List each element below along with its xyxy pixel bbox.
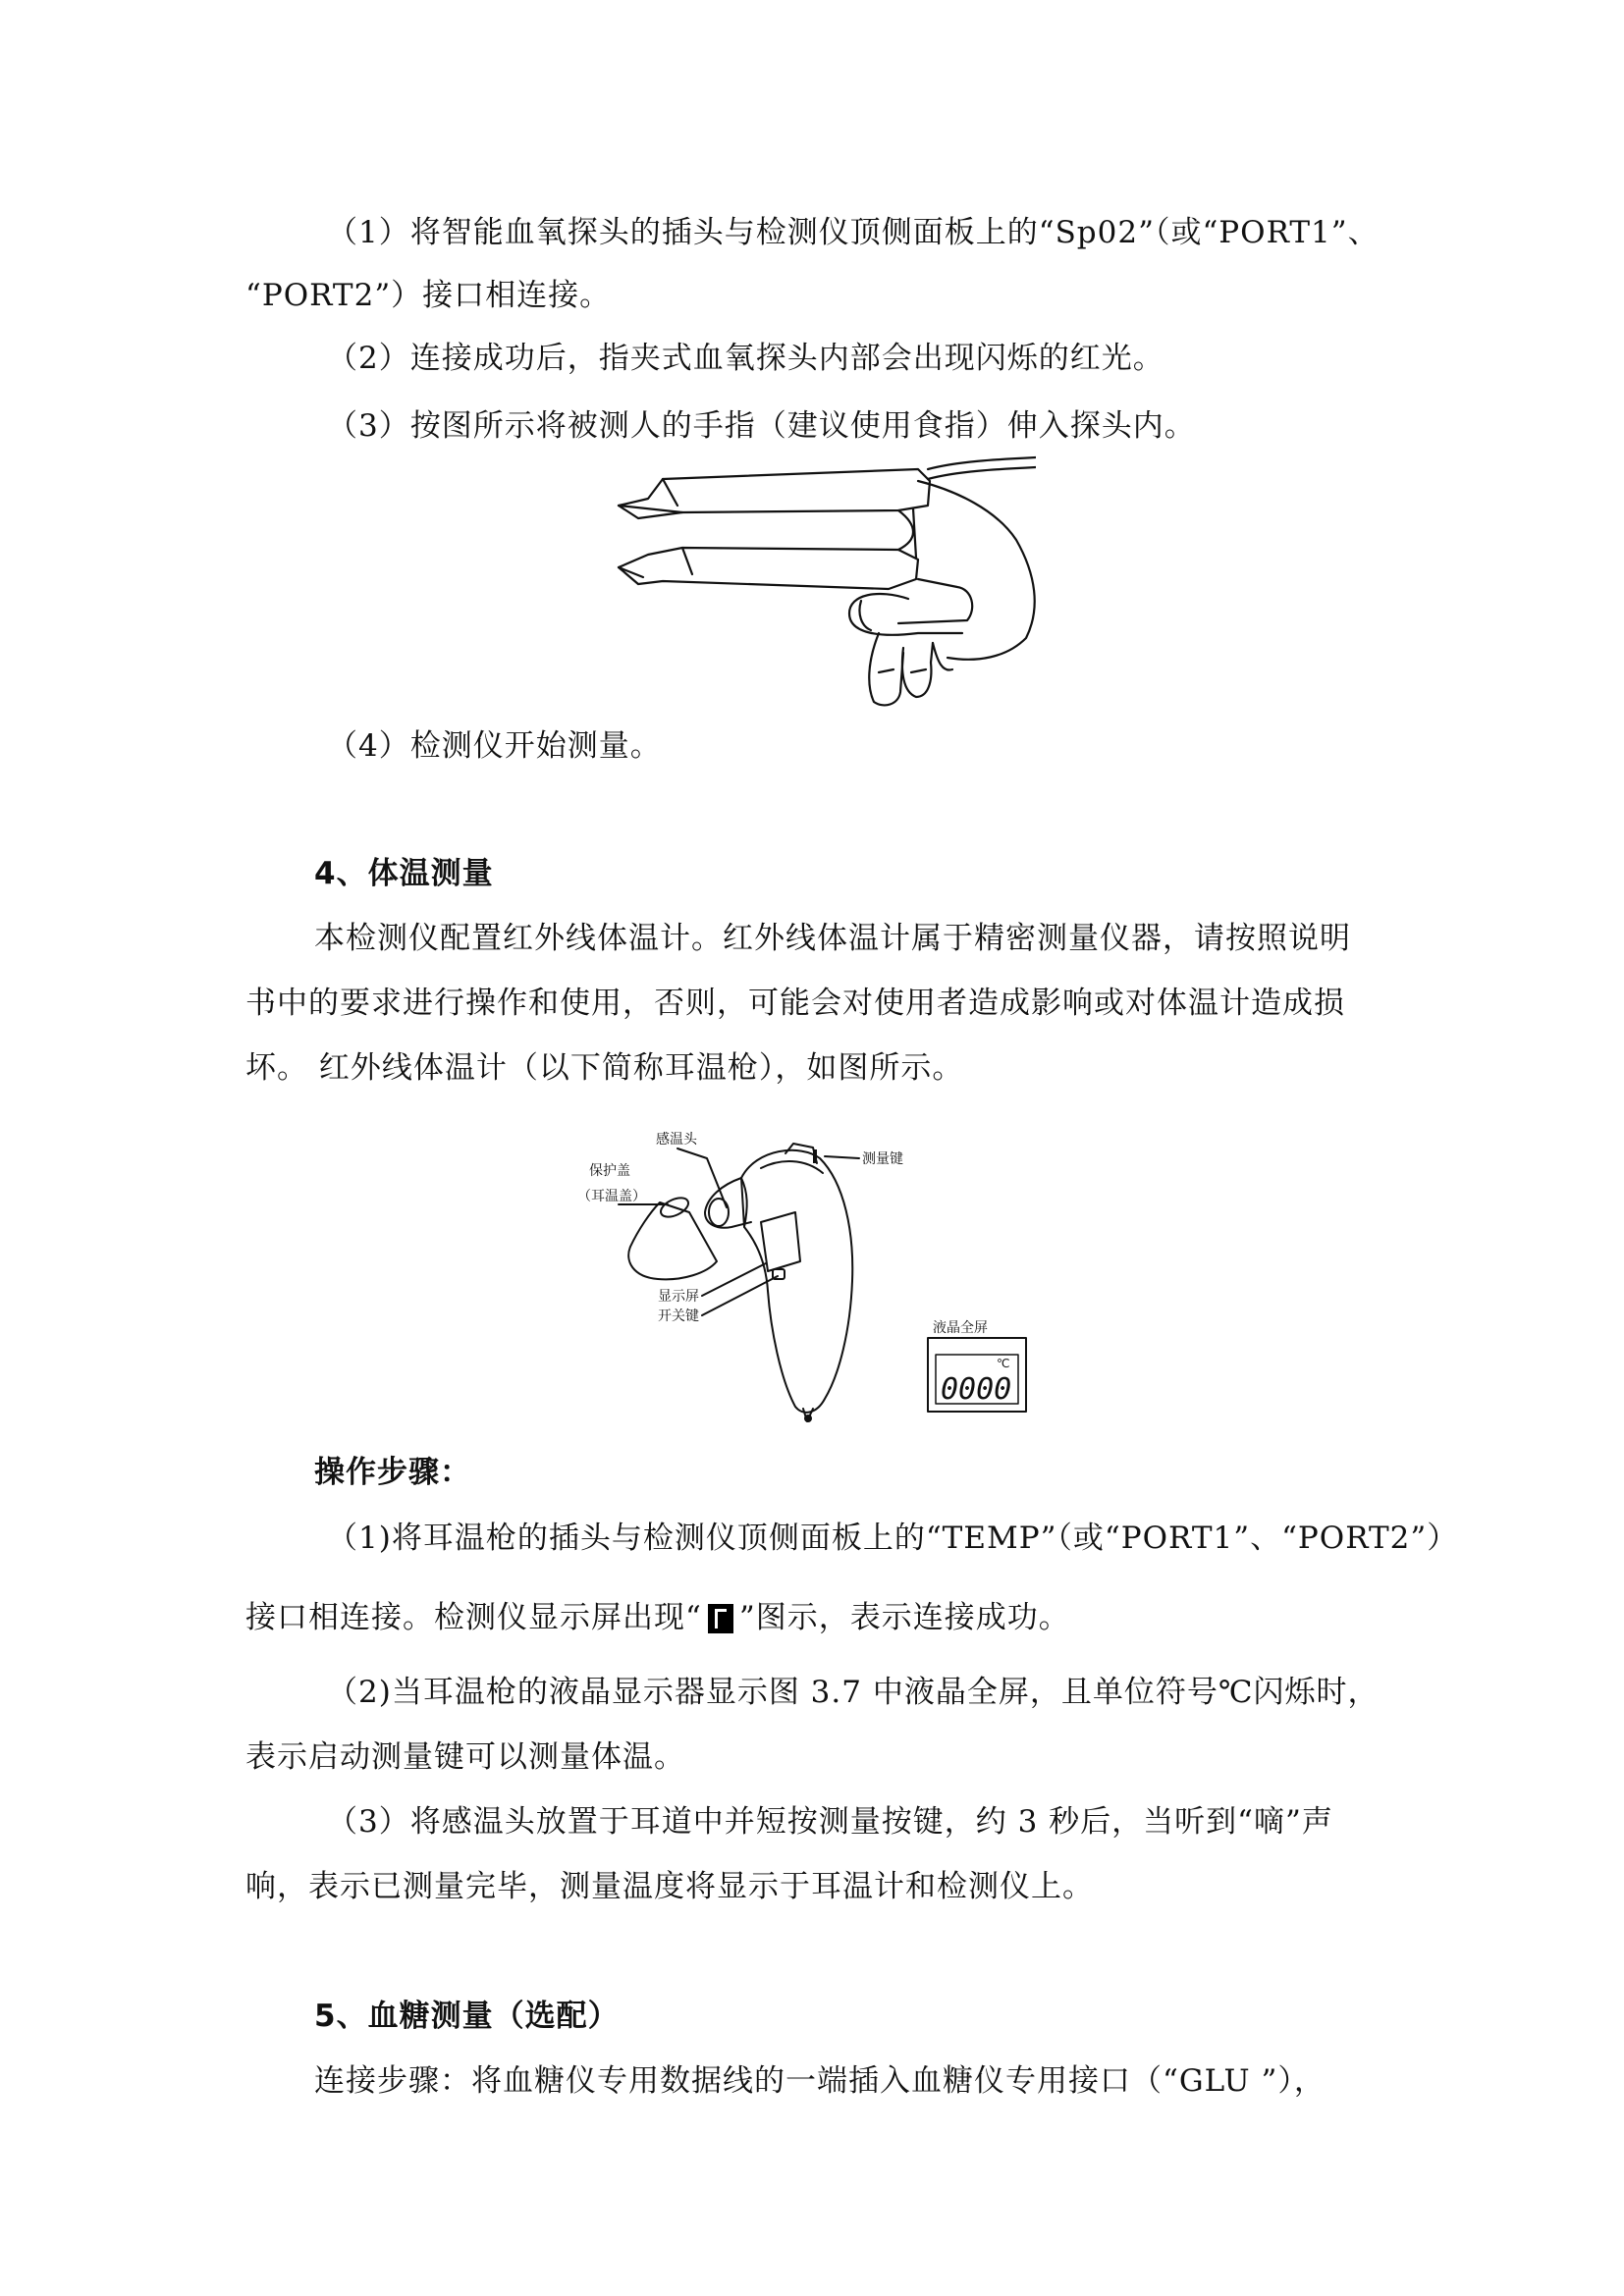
spo2-step-4: （4）检测仪开始测量。 — [327, 728, 662, 764]
spo2-step-3: （3）按图所示将被测人的手指（建议使用食指）伸入探头内。 — [327, 408, 1196, 444]
lcd-digits: 0000 — [941, 1372, 1012, 1407]
temp-intro-line-3: 坏。 红外线体温计（以下简称耳温枪），如图所示。 — [245, 1050, 964, 1086]
temp-intro-line-1: 本检测仪配置红外线体温计。红外线体温计属于精密测量仪器，请按照说明 — [314, 921, 1351, 956]
lcd-unit: ℃ — [997, 1357, 1010, 1370]
ops-step-1-cont-b: ”图示，表示连接成功。 — [738, 1600, 1070, 1635]
ops-step-1-cont-a: 接口相连接。检测仪显示屏出现“ — [245, 1600, 702, 1635]
finger-probe-illustration — [604, 452, 1036, 712]
ops-step-1: （1)将耳温枪的插头与检测仪顶侧面板上的“TEMP”（或“PORT1”、“PORT2”） — [327, 1521, 1459, 1556]
ops-step-2-cont: 表示启动测量键可以测量体温。 — [245, 1739, 685, 1775]
section-heading-glucose: 5、血糖测量（选配） — [314, 1999, 620, 2034]
callout-measure-key: 测量键 — [862, 1151, 903, 1167]
callout-cover-alt: （耳温盖） — [577, 1189, 646, 1204]
temp-intro-line-2: 书中的要求进行操作和使用，否则，可能会对使用者造成影响或对体温计造成损 — [245, 986, 1345, 1021]
ops-step-3: （3）将感温头放置于耳道中并短按测量按键，约 3 秒后，当听到“嘀”声 — [327, 1804, 1333, 1840]
ops-step-2: （2)当耳温枪的液晶显示器显示图 3.7 中液晶全屏，且单位符号℃闪烁时， — [327, 1675, 1380, 1710]
ops-step-1-cont — [245, 1598, 1070, 1637]
section-heading-temperature: 4、体温测量 — [314, 856, 494, 891]
callout-sensor-head: 感温头 — [656, 1132, 697, 1148]
connection-status-icon — [708, 1604, 733, 1633]
glu-text: 连接步骤：将血糖仪专用数据线的一端插入血糖仪专用接口（“GLU ”）， — [314, 2063, 1326, 2099]
spo2-step-2: （2）连接成功后，指夹式血氧探头内部会出现闪烁的红光。 — [327, 341, 1164, 376]
spo2-step-1-cont: “PORT2”）接口相连接。 — [245, 278, 612, 313]
ops-step-3-cont: 响，表示已测量完毕，测量温度将显示于耳温计和检测仪上。 — [245, 1869, 1094, 1904]
callout-power-key: 开关键 — [658, 1308, 699, 1324]
spo2-step-1: （1）将智能血氧探头的插头与检测仪顶侧面板上的“Sp02”（或“PORT1”、 — [327, 215, 1380, 250]
ear-thermometer-figure — [560, 1114, 1051, 1428]
lcd-full-label: 液晶全屏 — [933, 1320, 988, 1336]
ops-heading: 操作步骤： — [314, 1455, 471, 1490]
callout-display: 显示屏 — [658, 1289, 699, 1305]
callout-cover: 保护盖 — [589, 1163, 630, 1179]
